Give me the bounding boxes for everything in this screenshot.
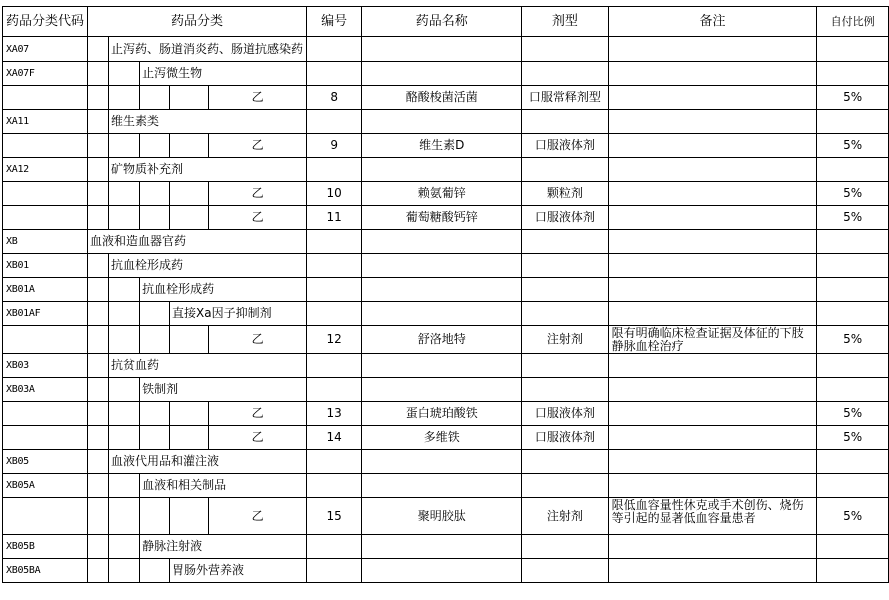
category-label: 血液和造血器官药 (88, 230, 307, 254)
drug-row (3, 206, 889, 230)
number-cell (307, 110, 362, 134)
header-ratio: 自付比例 (817, 7, 889, 37)
remark-cell (608, 535, 817, 559)
form-cell (522, 110, 608, 134)
indent-cell (109, 206, 140, 230)
category-code: XB05BA (3, 559, 88, 583)
category-row (3, 378, 889, 402)
indent-cell (88, 62, 109, 86)
indent-cell (88, 110, 109, 134)
category-label: 铁制剂 (140, 378, 307, 402)
drug-ratio: 5% (817, 402, 889, 426)
form-cell (522, 62, 608, 86)
category-label: 止泻微生物 (140, 62, 307, 86)
name-cell (362, 474, 522, 498)
indent-cell (88, 158, 109, 182)
ratio-cell (817, 230, 889, 254)
indent-cell (88, 354, 109, 378)
drug-row (3, 402, 889, 426)
indent-cell (88, 134, 109, 158)
category-row (3, 535, 889, 559)
form-cell (522, 278, 608, 302)
indent-cell (88, 254, 109, 278)
drug-catalog-table (2, 6, 889, 583)
number-cell (307, 230, 362, 254)
remark-cell (608, 62, 817, 86)
name-cell (362, 378, 522, 402)
drug-number: 14 (307, 426, 362, 450)
drug-ratio: 5% (817, 182, 889, 206)
drug-grade: 乙 (209, 326, 307, 354)
drug-remark: 限有明确临床检查证据及体征的下肢静脉血栓治疗 (608, 326, 817, 354)
header-category: 药品分类 (88, 7, 307, 37)
form-cell (522, 378, 608, 402)
name-cell (362, 230, 522, 254)
indent-cell (109, 426, 140, 450)
header-name: 药品名称 (362, 7, 522, 37)
remark-cell (608, 37, 817, 62)
drug-form: 口服液体剂 (522, 206, 608, 230)
number-cell (307, 354, 362, 378)
number-cell (307, 559, 362, 583)
indent-cell (170, 402, 209, 426)
number-cell (307, 450, 362, 474)
number-cell (307, 302, 362, 326)
category-code: XB03 (3, 354, 88, 378)
ratio-cell (817, 302, 889, 326)
indent-cell (88, 498, 109, 535)
category-code: XB03A (3, 378, 88, 402)
remark-cell (608, 378, 817, 402)
remark-cell (608, 254, 817, 278)
form-cell (522, 230, 608, 254)
number-cell (307, 278, 362, 302)
remark-cell (608, 278, 817, 302)
category-row (3, 474, 889, 498)
drug-name: 酪酸梭菌活菌 (362, 86, 522, 110)
category-code: XB05B (3, 535, 88, 559)
name-cell (362, 254, 522, 278)
indent-cell (109, 535, 140, 559)
indent-cell (88, 182, 109, 206)
header-remark: 备注 (608, 7, 817, 37)
category-code (3, 182, 88, 206)
drug-number: 15 (307, 498, 362, 535)
remark-cell (608, 158, 817, 182)
number-cell (307, 254, 362, 278)
indent-cell (170, 498, 209, 535)
ratio-cell (817, 559, 889, 583)
category-code (3, 498, 88, 535)
remark-cell (608, 354, 817, 378)
form-cell (522, 474, 608, 498)
category-code (3, 426, 88, 450)
drug-remark (608, 86, 817, 110)
ratio-cell (817, 37, 889, 62)
drug-ratio: 5% (817, 134, 889, 158)
category-row (3, 302, 889, 326)
ratio-cell (817, 378, 889, 402)
category-label: 矿物质补充剂 (109, 158, 307, 182)
category-code: XA07F (3, 62, 88, 86)
name-cell (362, 110, 522, 134)
drug-ratio: 5% (817, 498, 889, 535)
number-cell (307, 535, 362, 559)
indent-cell (88, 302, 109, 326)
indent-cell (109, 86, 140, 110)
form-cell (522, 354, 608, 378)
category-row (3, 230, 889, 254)
drug-form: 口服液体剂 (522, 402, 608, 426)
drug-ratio: 5% (817, 326, 889, 354)
drug-grade: 乙 (209, 206, 307, 230)
drug-row (3, 182, 889, 206)
number-cell (307, 378, 362, 402)
drug-form: 口服常释剂型 (522, 86, 608, 110)
drug-grade: 乙 (209, 182, 307, 206)
remark-cell (608, 230, 817, 254)
indent-cell (140, 498, 170, 535)
category-label: 止泻药、肠道消炎药、肠道抗感染药 (109, 37, 307, 62)
indent-cell (88, 206, 109, 230)
remark-cell (608, 450, 817, 474)
ratio-cell (817, 278, 889, 302)
category-row (3, 62, 889, 86)
indent-cell (88, 426, 109, 450)
drug-name: 维生素D (362, 134, 522, 158)
indent-cell (88, 378, 109, 402)
category-row (3, 158, 889, 182)
drug-grade: 乙 (209, 498, 307, 535)
indent-cell (140, 559, 170, 583)
category-label: 抗贫血药 (109, 354, 307, 378)
category-label: 血液和相关制品 (140, 474, 307, 498)
indent-cell (170, 206, 209, 230)
indent-cell (140, 426, 170, 450)
indent-cell (109, 498, 140, 535)
drug-form: 颗粒剂 (522, 182, 608, 206)
indent-cell (170, 426, 209, 450)
remark-cell (608, 559, 817, 583)
name-cell (362, 302, 522, 326)
form-cell (522, 254, 608, 278)
form-cell (522, 450, 608, 474)
category-code (3, 206, 88, 230)
drug-number: 9 (307, 134, 362, 158)
category-label: 静脉注射液 (140, 535, 307, 559)
category-label: 抗血栓形成药 (109, 254, 307, 278)
drug-name: 舒洛地特 (362, 326, 522, 354)
drug-number: 10 (307, 182, 362, 206)
drug-grade: 乙 (209, 402, 307, 426)
indent-cell (140, 134, 170, 158)
drug-name: 聚明胶肽 (362, 498, 522, 535)
name-cell (362, 450, 522, 474)
drug-remark (608, 182, 817, 206)
drug-name: 葡萄糖酸钙锌 (362, 206, 522, 230)
name-cell (362, 37, 522, 62)
indent-cell (109, 326, 140, 354)
drug-number: 11 (307, 206, 362, 230)
category-label: 胃肠外营养液 (170, 559, 307, 583)
drug-row (3, 426, 889, 450)
category-row (3, 559, 889, 583)
drug-row (3, 498, 889, 535)
indent-cell (140, 326, 170, 354)
ratio-cell (817, 535, 889, 559)
drug-form: 注射剂 (522, 326, 608, 354)
number-cell (307, 474, 362, 498)
name-cell (362, 158, 522, 182)
category-label: 直接Xa因子抑制剂 (170, 302, 307, 326)
drug-row (3, 326, 889, 354)
ratio-cell (817, 450, 889, 474)
indent-cell (140, 206, 170, 230)
indent-cell (88, 402, 109, 426)
category-code (3, 402, 88, 426)
category-code: XB (3, 230, 88, 254)
ratio-cell (817, 62, 889, 86)
indent-cell (170, 326, 209, 354)
ratio-cell (817, 158, 889, 182)
drug-remark (608, 426, 817, 450)
drug-number: 8 (307, 86, 362, 110)
drug-ratio: 5% (817, 426, 889, 450)
indent-cell (109, 182, 140, 206)
name-cell (362, 278, 522, 302)
category-row (3, 254, 889, 278)
drug-grade: 乙 (209, 134, 307, 158)
indent-cell (170, 86, 209, 110)
drug-ratio: 5% (817, 86, 889, 110)
name-cell (362, 559, 522, 583)
category-code: XB05 (3, 450, 88, 474)
remark-cell (608, 474, 817, 498)
header-row (3, 7, 889, 37)
indent-cell (88, 278, 109, 302)
indent-cell (109, 378, 140, 402)
drug-form: 口服液体剂 (522, 134, 608, 158)
form-cell (522, 158, 608, 182)
drug-row (3, 86, 889, 110)
form-cell (522, 37, 608, 62)
category-code (3, 326, 88, 354)
drug-remark: 限低血容量性休克或手术创伤、烧伤等引起的显著低血容量患者 (608, 498, 817, 535)
indent-cell (109, 302, 140, 326)
indent-cell (140, 402, 170, 426)
name-cell (362, 354, 522, 378)
number-cell (307, 62, 362, 86)
indent-cell (109, 62, 140, 86)
indent-cell (109, 474, 140, 498)
indent-cell (109, 134, 140, 158)
number-cell (307, 37, 362, 62)
header-form: 剂型 (522, 7, 608, 37)
category-row (3, 450, 889, 474)
category-row (3, 110, 889, 134)
indent-cell (170, 134, 209, 158)
indent-cell (88, 326, 109, 354)
name-cell (362, 62, 522, 86)
ratio-cell (817, 474, 889, 498)
drug-row (3, 134, 889, 158)
category-code: XB01A (3, 278, 88, 302)
category-row (3, 354, 889, 378)
indent-cell (170, 182, 209, 206)
drug-form: 注射剂 (522, 498, 608, 535)
number-cell (307, 158, 362, 182)
drug-name: 赖氨葡锌 (362, 182, 522, 206)
indent-cell (140, 86, 170, 110)
category-code: XB01AF (3, 302, 88, 326)
name-cell (362, 535, 522, 559)
remark-cell (608, 110, 817, 134)
remark-cell (608, 302, 817, 326)
indent-cell (109, 278, 140, 302)
form-cell (522, 302, 608, 326)
indent-cell (140, 182, 170, 206)
category-label: 维生素类 (109, 110, 307, 134)
category-row (3, 278, 889, 302)
drug-number: 13 (307, 402, 362, 426)
ratio-cell (817, 354, 889, 378)
indent-cell (88, 474, 109, 498)
category-label: 抗血栓形成药 (140, 278, 307, 302)
category-code (3, 86, 88, 110)
category-label: 血液代用品和灌注液 (109, 450, 307, 474)
category-code: XA12 (3, 158, 88, 182)
category-code: XB01 (3, 254, 88, 278)
category-code: XB05A (3, 474, 88, 498)
indent-cell (109, 559, 140, 583)
drug-grade: 乙 (209, 86, 307, 110)
category-code: XA11 (3, 110, 88, 134)
drug-ratio: 5% (817, 206, 889, 230)
indent-cell (140, 302, 170, 326)
indent-cell (88, 559, 109, 583)
category-code: XA07 (3, 37, 88, 62)
drug-grade: 乙 (209, 426, 307, 450)
form-cell (522, 535, 608, 559)
drug-number: 12 (307, 326, 362, 354)
indent-cell (109, 402, 140, 426)
header-number: 编号 (307, 7, 362, 37)
indent-cell (88, 37, 109, 62)
form-cell (522, 559, 608, 583)
drug-form: 口服液体剂 (522, 426, 608, 450)
drug-remark (608, 402, 817, 426)
category-code (3, 134, 88, 158)
indent-cell (88, 535, 109, 559)
drug-remark (608, 206, 817, 230)
ratio-cell (817, 254, 889, 278)
header-code: 药品分类代码 (3, 7, 88, 37)
drug-name: 多维铁 (362, 426, 522, 450)
indent-cell (88, 450, 109, 474)
category-row (3, 37, 889, 62)
drug-remark (608, 134, 817, 158)
drug-name: 蛋白琥珀酸铁 (362, 402, 522, 426)
indent-cell (88, 86, 109, 110)
ratio-cell (817, 110, 889, 134)
